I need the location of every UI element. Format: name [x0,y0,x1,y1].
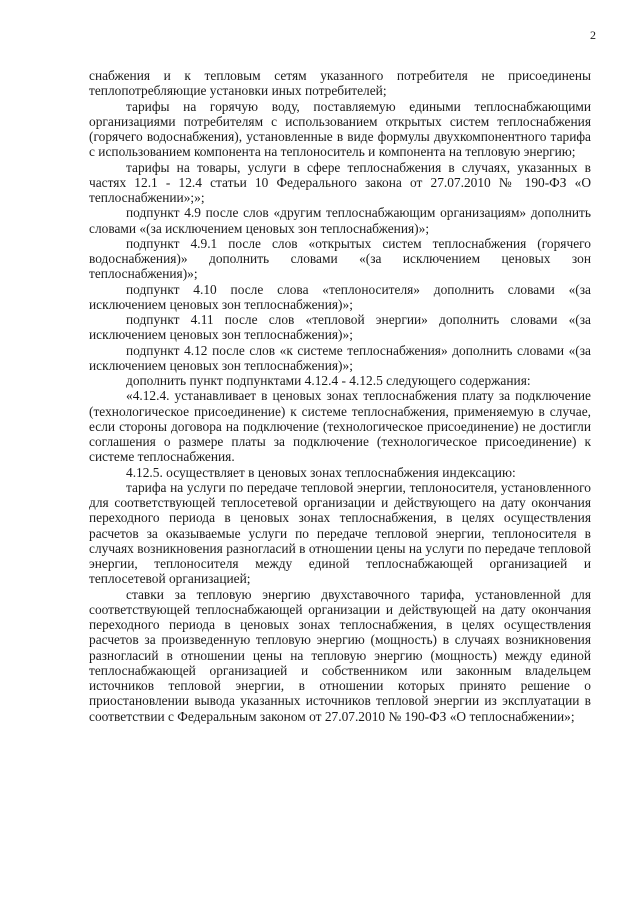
paragraph: подпункт 4.12 после слов «к системе теплоснабжения» дополнить словами «(за исключением ценовых зон теплоснабжения)»; [89,342,591,373]
paragraph: дополнить пункт подпунктами 4.12.4 - 4.12.5 следующего содержания: [126,373,531,388]
paragraph: ставки за тепловую энергию двухставочного тарифа, установленной для соответствующей теплоснабжающей организации и действующей на дату окончания переходного периода в ценовых зонах теплоснабжения, в целях осуществления расчетов за произведенную тепловую энергию (мощность) в случаях возникновения разногласий в отношении цены на тепловую энергию (мощность) между единой теплоснабжающей организацией и собственником или законным владельцем источников тепловой энергии, в отношении которых принято решение о приостановлении вывода указанных источников тепловой энергии из эксплуатации в соответствии с Федеральным законом от 27.07.2010 № 190-ФЗ «О теплоснабжении»; [89,586,591,724]
document-body [89,68,591,724]
paragraph: тарифы на товары, услуги в сфере теплоснабжения в случаях, указанных в частях 12.1 - 12.4 статьи 10 Федерального закона от 27.07.2010 № 190-ФЗ «О теплоснабжении»;»; [89,159,591,205]
paragraph: подпункт 4.9.1 после слов «открытых систем теплоснабжения (горячего водоснабжения)» дополнить словами «(за исключением ценовых зон теплоснабжения)»; [89,235,591,282]
paragraph: тарифы на горячую воду, поставляемую едиными теплоснабжающими организациями потребителям с использованием открытых систем теплоснабжения (горячего водоснабжения), установленные в виде формулы двухкомпонентного тарифа с использованием компонента на теплоноситель и компонента на тепловую энергию; [89,98,591,160]
paragraph: подпункт 4.10 после слова «теплоносителя» дополнить словами «(за исключением ценовых зон теплоснабжения)»; [89,281,591,312]
paragraph: тарифа на услуги по передаче тепловой энергии, теплоносителя, установленного для соответствующей теплосетевой организации и действующего на дату окончания переходного периода в ценовых зонах теплоснабжения, в целях осуществления расчетов за оказываемые услуги по передаче тепловой энергии, теплоносителя в случаях возникновения разногласий в отношении цены на услуги по передаче тепловой энергии, теплоносителя между единой теплоснабжающей организацией и теплосетевой организацией; [89,479,591,587]
paragraph: снабжения и к тепловым сетям указанного потребителя не присоединены теплопотребляющие установки иных потребителей; [89,68,591,99]
paragraph: подпункт 4.11 после слов «тепловой энергии» дополнить словами «(за исключением ценовых зон теплоснабжения)»; [89,312,591,343]
paragraph: 4.12.5. осуществляет в ценовых зонах теплоснабжения индексацию: [126,464,516,480]
page-number: 2 [590,28,596,42]
paragraph: «4.12.4. устанавливает в ценовых зонах теплоснабжения плату за подключение (технологическое присоединение) к системе теплоснабжения, применяемую в случае, если стороны договора на подключение (технологическое присоединение) не достигли соглашения о размере платы за подключение (технологическое присоединение) к системе теплоснабжения. [89,388,591,465]
paragraph: подпункт 4.9 после слов «другим теплоснабжающим организациям» дополнить словами «(за исключением ценовых зон теплоснабжения)»; [89,205,591,236]
